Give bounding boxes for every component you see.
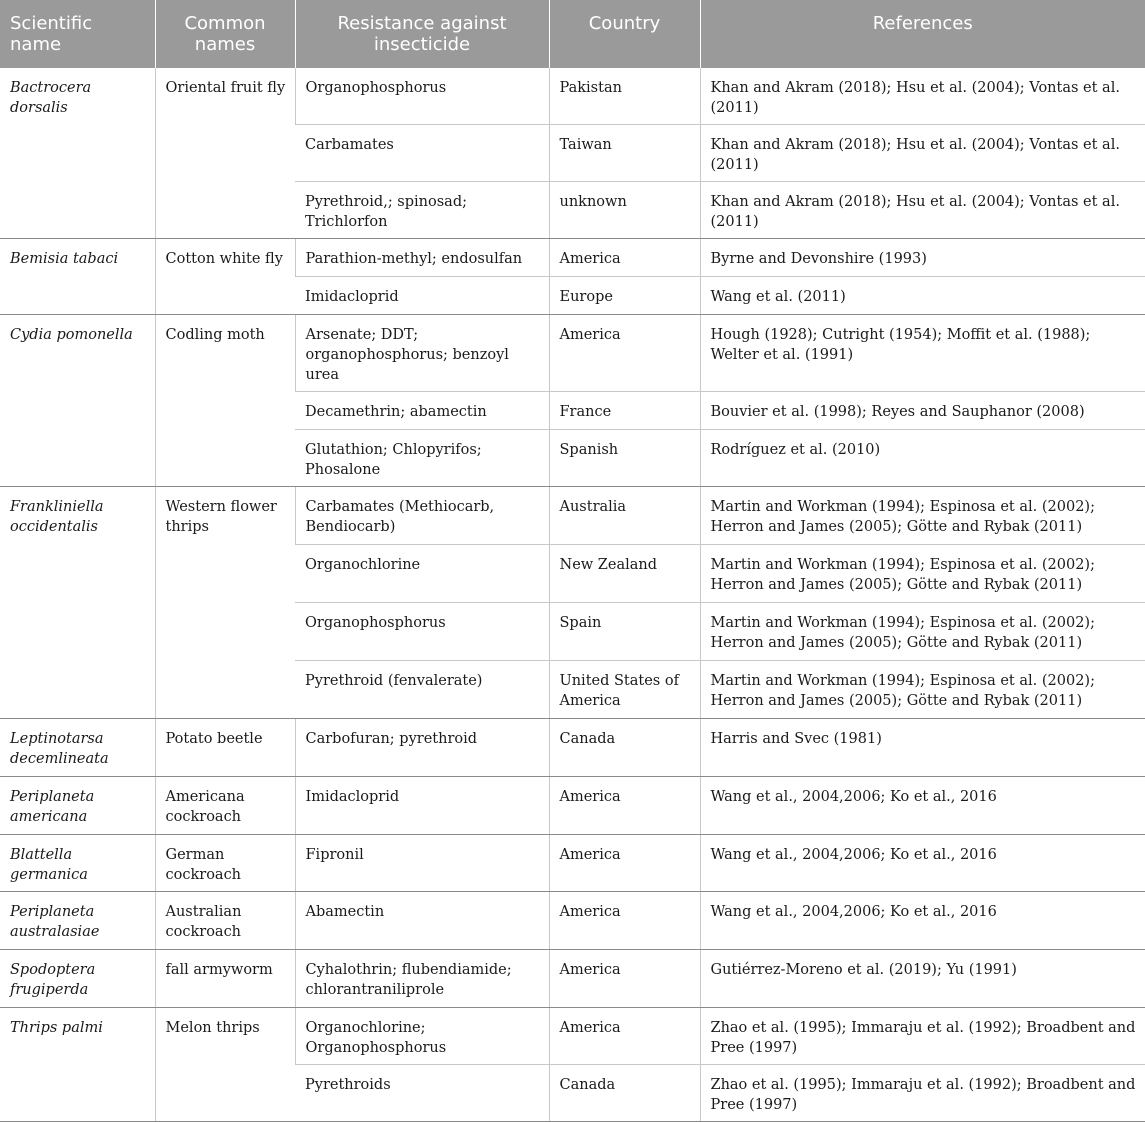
table-row [0,315,1145,392]
header-scientific-name: Scientific name [0,0,155,68]
resistance-cell: Fipronil [295,835,549,892]
header-references: References [700,0,1145,68]
table-row [0,487,1145,545]
table-row [0,892,1145,950]
references-cell: Martin and Workman (1994); Espinosa et al. (2002); Herron and James (2005); Götte and Rybak (2011) [700,487,1145,545]
references-cell: Wang et al., 2004,2006; Ko et al., 2016 [700,892,1145,950]
references-cell: Harris and Svec (1981) [700,719,1145,777]
references-cell: Khan and Akram (2018); Hsu et al. (2004); Vontas et al. (2011) [700,182,1145,239]
country-cell: unknown [549,182,700,239]
resistance-cell: Imidacloprid [295,777,549,835]
country-cell: America [549,777,700,835]
table-row [0,68,1145,125]
references-cell: Martin and Workman (1994); Espinosa et al. (2002); Herron and James (2005); Götte and Rybak (2011) [700,545,1145,603]
common-name-cell: Melon thrips [155,1008,295,1122]
country-cell: America [549,892,700,950]
country-cell: Taiwan [549,125,700,182]
references-cell: Hough (1928); Cutright (1954); Moffit et al. (1988); Welter et al. (1991) [700,315,1145,392]
header-country: Country [549,0,700,68]
resistance-cell: Arsenate; DDT; organophosphorus; benzoyl urea [295,315,549,392]
common-name-cell: Cotton white fly [155,239,295,315]
table-body [0,68,1145,1122]
references-cell: Wang et al. (2011) [700,277,1145,315]
table-header [0,0,1145,68]
table-row [0,719,1145,777]
common-name-cell: Western flower thrips [155,487,295,719]
table-row [0,950,1145,1008]
common-name-cell: German cockroach [155,835,295,892]
country-cell: Europe [549,277,700,315]
resistance-cell: Imidacloprid [295,277,549,315]
references-cell: Byrne and Devonshire (1993) [700,239,1145,277]
resistance-cell: Carbofuran; pyrethroid [295,719,549,777]
references-cell: Zhao et al. (1995); Immaraju et al. (1992); Broadbent and Pree (1997) [700,1008,1145,1065]
resistance-cell: Cyhalothrin; flubendiamide; chlorantraniliprole [295,950,549,1008]
scientific-name-cell: Spodoptera frugiperda [0,950,155,1008]
resistance-cell: Glutathion; Chlopyrifos; Phosalone [295,430,549,487]
common-name-cell: fall armyworm [155,950,295,1008]
references-cell: Martin and Workman (1994); Espinosa et al. (2002); Herron and James (2005); Götte and Rybak (2011) [700,603,1145,661]
resistance-cell: Organophosphorus [295,68,549,125]
scientific-name-cell: Periplaneta americana [0,777,155,835]
scientific-name-cell: Cydia pomonella [0,315,155,487]
country-cell: America [549,835,700,892]
country-cell: Canada [549,1065,700,1122]
header-row [0,0,1145,68]
scientific-name-cell: Thrips palmi [0,1008,155,1122]
common-name-cell: Oriental fruit fly [155,68,295,239]
scientific-name-cell: Blattella germanica [0,835,155,892]
header-resistance: Resistance against insecticide [295,0,549,68]
references-cell: Martin and Workman (1994); Espinosa et al. (2002); Herron and James (2005); Götte and Rybak (2011) [700,661,1145,719]
resistance-cell: Pyrethroids [295,1065,549,1122]
scientific-name-cell: Frankliniella occidentalis [0,487,155,719]
common-name-cell: Americana cockroach [155,777,295,835]
scientific-name-cell: Periplaneta australasiae [0,892,155,950]
country-cell: Pakistan [549,68,700,125]
resistance-cell: Parathion-methyl; endosulfan [295,239,549,277]
table-row [0,835,1145,892]
country-cell: America [549,950,700,1008]
country-cell: America [549,315,700,392]
table-row [0,1008,1145,1065]
country-cell: New Zealand [549,545,700,603]
references-cell: Bouvier et al. (1998); Reyes and Sauphanor (2008) [700,392,1145,430]
table-row [0,239,1145,277]
common-name-cell: Potato beetle [155,719,295,777]
references-cell: Zhao et al. (1995); Immaraju et al. (1992); Broadbent and Pree (1997) [700,1065,1145,1122]
references-cell: Khan and Akram (2018); Hsu et al. (2004); Vontas et al. (2011) [700,68,1145,125]
resistance-cell: Pyrethroid (fenvalerate) [295,661,549,719]
scientific-name-cell: Bactrocera dorsalis [0,68,155,239]
country-cell: Spanish [549,430,700,487]
country-cell: Australia [549,487,700,545]
references-cell: Wang et al., 2004,2006; Ko et al., 2016 [700,777,1145,835]
table-row [0,777,1145,835]
country-cell: Canada [549,719,700,777]
references-cell: Rodríguez et al. (2010) [700,430,1145,487]
resistance-cell: Organochlorine [295,545,549,603]
scientific-name-cell: Bemisia tabaci [0,239,155,315]
resistance-cell: Carbamates (Methiocarb, Bendiocarb) [295,487,549,545]
country-cell: Spain [549,603,700,661]
scientific-name-cell: Leptinotarsa decemlineata [0,719,155,777]
resistance-cell: Organophosphorus [295,603,549,661]
resistance-cell: Pyrethroid,; spinosad; Trichlorfon [295,182,549,239]
resistance-cell: Decamethrin; abamectin [295,392,549,430]
country-cell: America [549,239,700,277]
country-cell: United States of America [549,661,700,719]
references-cell: Gutiérrez-Moreno et al. (2019); Yu (1991) [700,950,1145,1008]
references-cell: Wang et al., 2004,2006; Ko et al., 2016 [700,835,1145,892]
resistance-cell: Abamectin [295,892,549,950]
common-name-cell: Codling moth [155,315,295,487]
country-cell: France [549,392,700,430]
resistance-cell: Carbamates [295,125,549,182]
references-cell: Khan and Akram (2018); Hsu et al. (2004); Vontas et al. (2011) [700,125,1145,182]
country-cell: America [549,1008,700,1065]
header-common-names: Common names [155,0,295,68]
common-name-cell: Australian cockroach [155,892,295,950]
resistance-cell: Organochlorine; Organophosphorus [295,1008,549,1065]
